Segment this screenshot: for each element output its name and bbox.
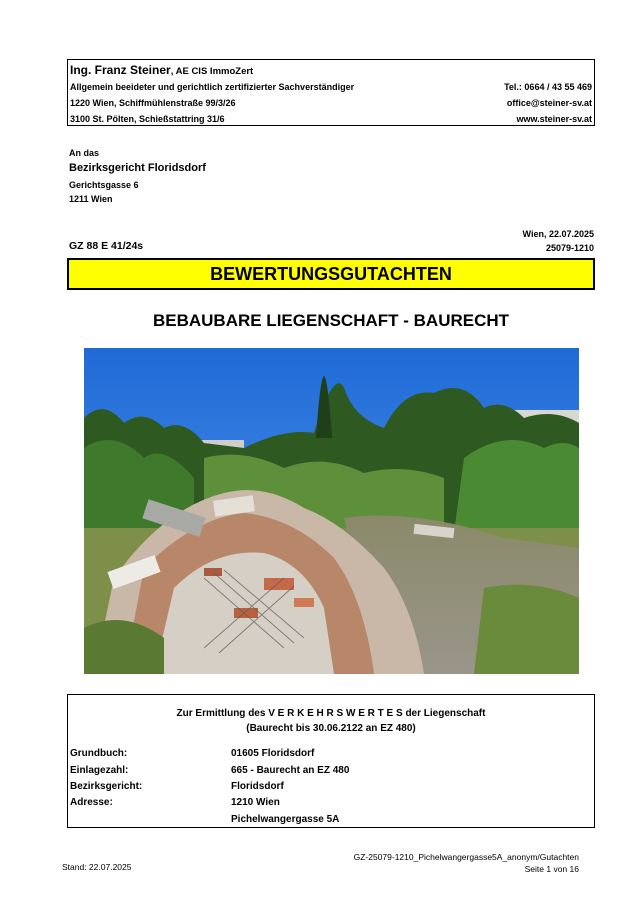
letterhead-row-3: [70, 114, 592, 124]
document-number: 25079-1210: [545, 243, 594, 253]
email-address: office@steiner-sv.at: [506, 98, 592, 108]
expert-title: Allgemein beeideter und gerichtlich zertifizierter Sachverständiger: [70, 82, 355, 92]
expert-credentials: , AE CIS ImmoZert: [170, 66, 254, 77]
info-heading: Zur Ermittlung des V E R K E H R S W E R T E S der Liegenschaft: [176, 708, 486, 719]
address-vienna: 1220 Wien, Schiffmühlenstraße 99/3/26: [70, 98, 236, 108]
value-adresse-street: Pichelwangergasse 5A: [231, 814, 340, 825]
expert-name-text: Ing. Franz Steiner: [70, 63, 171, 77]
document-title: BEWERTUNGSGUTACHTEN: [67, 258, 595, 290]
letterhead-box: [67, 59, 595, 126]
valuation-info-box: [67, 694, 595, 828]
recipient-line-1: An das: [69, 148, 100, 158]
website: www.steiner-sv.at: [516, 114, 592, 124]
property-photo: [84, 348, 579, 674]
recipient-court: Bezirksgericht Floridsdorf: [69, 162, 206, 174]
value-bezirksgericht: Floridsdorf: [231, 781, 284, 792]
info-subheading: (Baurecht bis 30.06.2122 an EZ 480): [246, 723, 416, 734]
expert-name: [70, 63, 592, 77]
value-einlagezahl: 665 - Baurecht an EZ 480: [231, 765, 350, 776]
value-grundbuch: 01605 Floridsdorf: [231, 748, 315, 759]
phone-number: Tel.: 0664 / 43 55 469: [504, 82, 592, 92]
footer-filename: GZ-25079-1210_Pichelwangergasse5A_anonym/Gutachten: [353, 852, 579, 862]
letterhead-row-1: [70, 82, 592, 92]
footer-stand: Stand: 22.07.2025: [62, 862, 132, 872]
letterhead-row-2: [70, 98, 592, 108]
value-adresse-city: 1210 Wien: [231, 797, 280, 808]
label-einlagezahl: Einlagezahl:: [70, 765, 129, 776]
recipient-city: 1211 Wien: [69, 194, 113, 204]
document-subtitle: BEBAUBARE LIEGENSCHAFT - BAURECHT: [152, 311, 510, 330]
label-bezirksgericht: Bezirksgericht:: [70, 781, 143, 792]
label-adresse: Adresse:: [70, 797, 113, 808]
case-number: GZ 88 E 41/24s: [69, 240, 144, 252]
recipient-street: Gerichtsgasse 6: [69, 180, 139, 190]
label-grundbuch: Grundbuch:: [70, 748, 128, 759]
footer-page-number: Seite 1 von 16: [524, 864, 579, 874]
address-st-poelten: 3100 St. Pölten, Schießstattring 31/6: [70, 114, 225, 124]
place-date: Wien, 22.07.2025: [522, 229, 594, 239]
